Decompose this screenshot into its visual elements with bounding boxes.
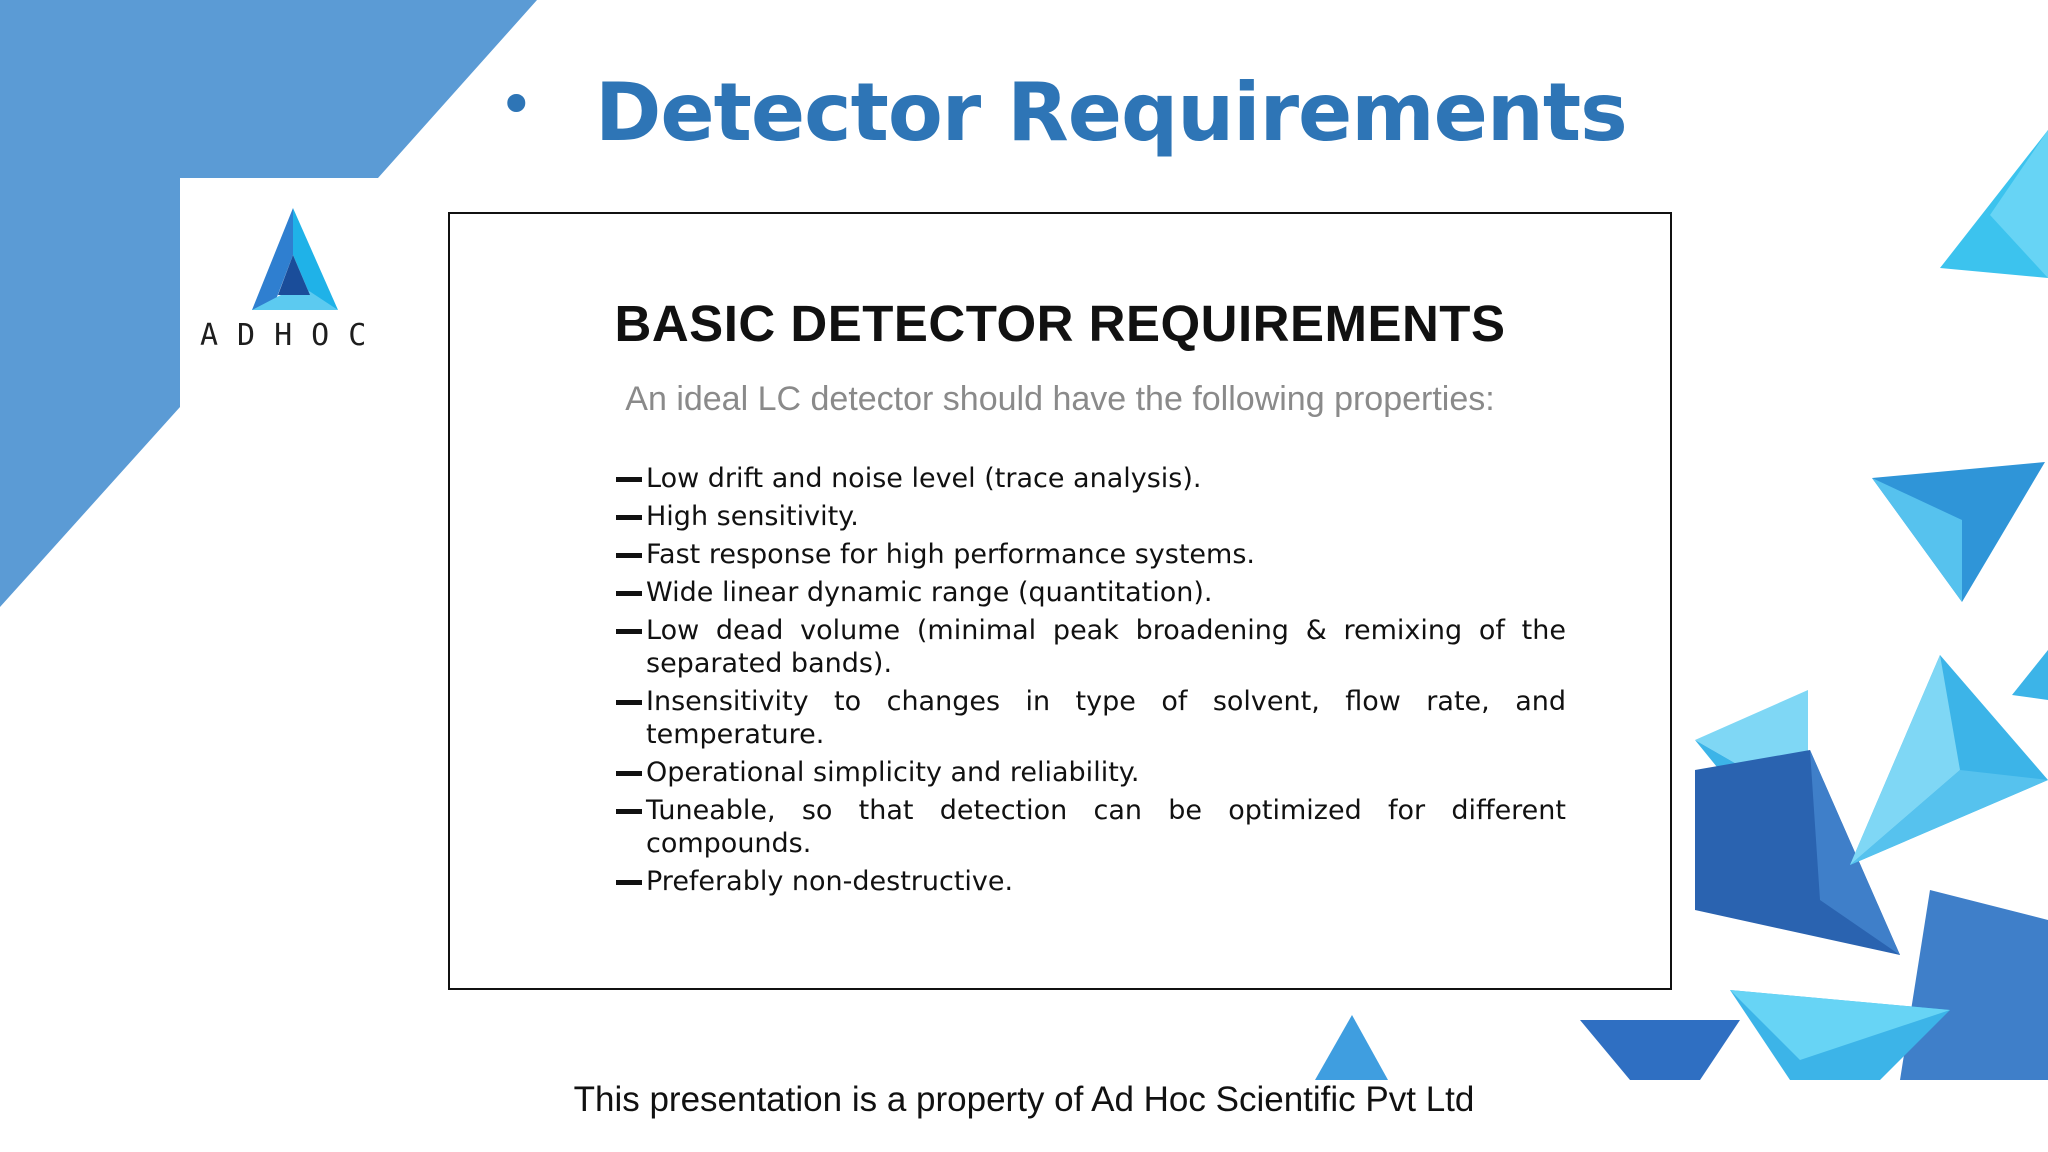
list-item [616, 538, 1566, 571]
list-item [616, 794, 1566, 860]
dash-icon [616, 629, 642, 634]
triangle-shape [1580, 1020, 1740, 1080]
list-item-text: High sensitivity. [646, 501, 859, 532]
dash-icon [616, 809, 642, 814]
dash-icon [616, 553, 642, 558]
list-item-text: Tuneable, so that detection can be optimized for different compounds. [646, 795, 1566, 859]
list-item-text: Insensitivity to changes in type of solvent, flow rate, and temperature. [646, 686, 1566, 750]
list-item [616, 500, 1566, 533]
dash-icon [616, 477, 642, 482]
list-item [616, 756, 1566, 789]
list-item-text: Low dead volume (minimal peak broadening & remixing of the separated bands). [646, 615, 1566, 679]
box-heading: BASIC DETECTOR REQUIREMENTS [614, 295, 1506, 352]
triangle-shape [2012, 650, 2048, 700]
list-item-text: Preferably non-destructive. [646, 866, 1014, 897]
list-item [616, 462, 1566, 495]
requirements-list [616, 462, 1566, 903]
dash-icon [616, 771, 642, 776]
list-item [616, 576, 1566, 609]
triangle-shape [1900, 890, 2048, 1080]
list-item [616, 685, 1566, 751]
dash-icon [616, 515, 642, 520]
slide-title: Detector Requirements [595, 66, 1627, 159]
list-item-text: Wide linear dynamic range (quantitation). [646, 577, 1213, 608]
list-item-text: Operational simplicity and reliability. [646, 757, 1140, 788]
list-item-text: Fast response for high performance systems. [646, 539, 1255, 570]
box-subheading: An ideal LC detector should have the following properties: [625, 380, 1495, 418]
dash-icon [616, 700, 642, 705]
title-bullet: • [498, 68, 535, 141]
footer-text: This presentation is a property of Ad Hoc Scientific Pvt Ltd [573, 1080, 1475, 1119]
list-item-text: Low drift and noise level (trace analysis). [646, 463, 1202, 494]
list-item [616, 865, 1566, 898]
dash-icon [616, 880, 642, 885]
dash-icon [616, 591, 642, 596]
embedded-slide-image [448, 212, 1672, 990]
triangle-shape [1315, 1015, 1388, 1080]
logo-text: ADHOC [200, 318, 386, 353]
list-item [616, 614, 1566, 680]
